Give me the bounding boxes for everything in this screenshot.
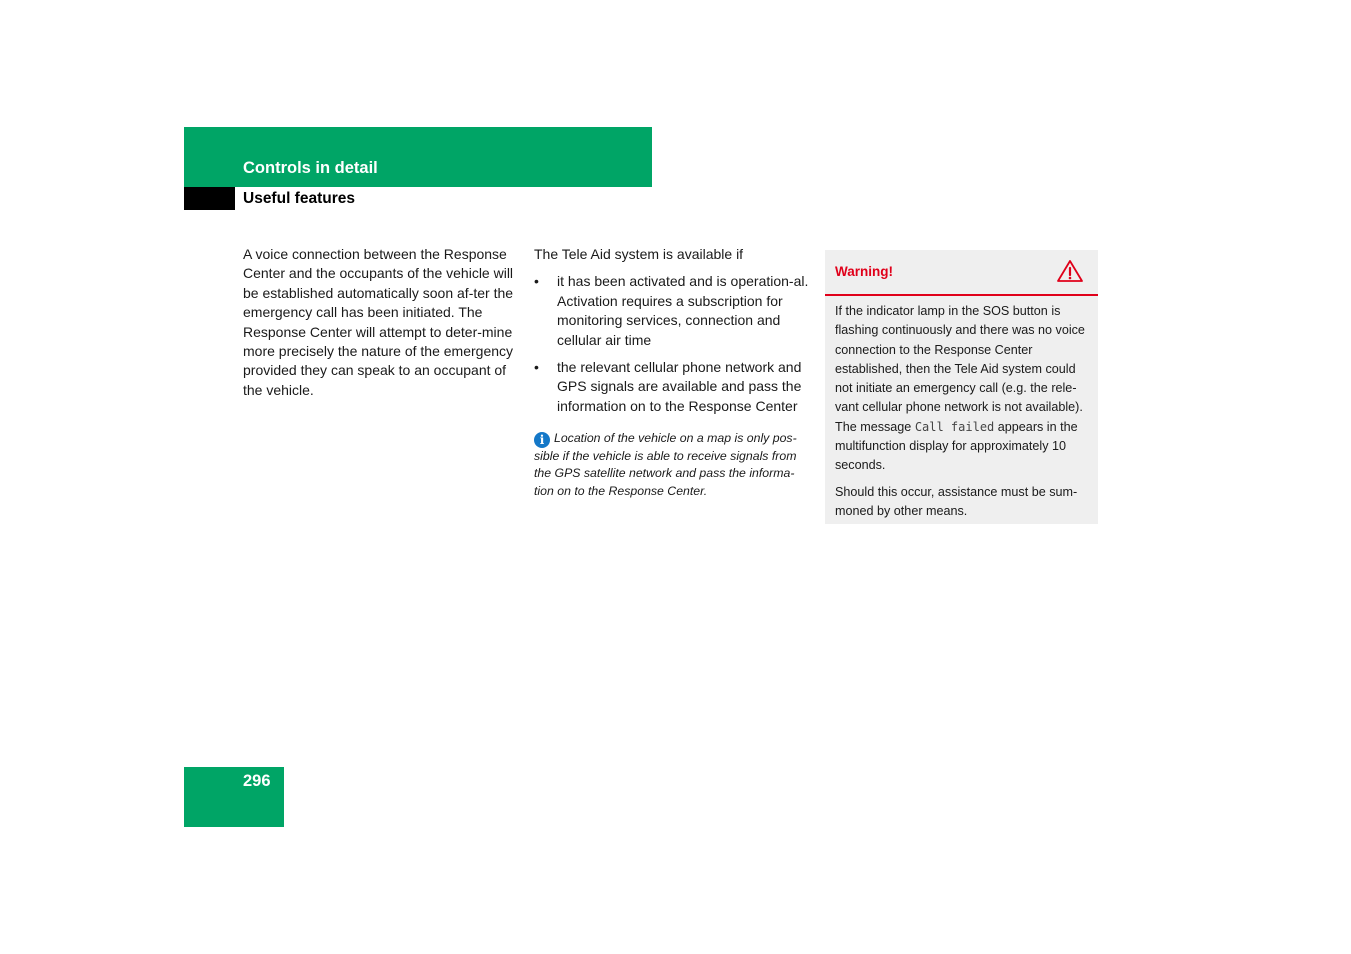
warning-paragraph: Should this occur, assistance must be sum-moned by other means. — [835, 484, 1078, 518]
header-band — [184, 127, 652, 187]
bullet-icon: • — [534, 273, 539, 290]
voice-connection-paragraph: A voice connection between the Response Center and the occupants of the vehicle will be established automatically soon af-ter the emergency call has been initiated. The Response Center will attempt to deter-mine more precisely the nature of the emergency provided they can speak to an occupant of the vehicle. — [243, 246, 514, 398]
column-middle — [534, 245, 810, 500]
warning-paragraph — [835, 302, 1090, 476]
warning-title: Warning! — [835, 264, 893, 279]
section-marker — [184, 187, 235, 210]
warning-header — [825, 250, 1098, 296]
warning-text: If the indicator lamp in the SOS button is flashing continuously and there was no voice connection to the Response Center established, then the Tele Aid system could not initiate an emergency call (e.g. the rele-vant cellular phone network is not available). The message — [835, 304, 1085, 434]
warning-box — [825, 250, 1098, 524]
bullet-icon: • — [534, 359, 539, 376]
warning-body — [825, 296, 1098, 521]
list-item — [534, 358, 810, 416]
list-item — [534, 272, 810, 350]
warning-triangle-icon — [1056, 259, 1084, 283]
page-number: 296 — [243, 772, 271, 790]
section-title: Useful features — [243, 190, 355, 207]
info-icon: i — [534, 432, 550, 448]
warning-text: appears in the multifunction display for approximately 10 seconds. — [835, 419, 1078, 473]
column-left — [243, 245, 521, 400]
display-message: Call failed — [914, 419, 995, 434]
list-item-text: the relevant cellular phone network and GPS signals are available and pass the information on to the Response Center — [557, 359, 802, 414]
availability-list — [534, 272, 810, 416]
info-note-text: Location of the vehicle on a map is only pos-sible if the vehicle is able to receive signals from the GPS satellite network and pass the informa-tion on to the Response Center. — [534, 431, 797, 498]
availability-intro: The Tele Aid system is available if — [534, 246, 744, 262]
info-note — [534, 430, 810, 500]
chapter-title: Controls in detail — [243, 159, 378, 177]
list-item-text: it has been activated and is operation-al. Activation requires a subscription for monitoring services, connection and cellular air time — [557, 273, 809, 348]
